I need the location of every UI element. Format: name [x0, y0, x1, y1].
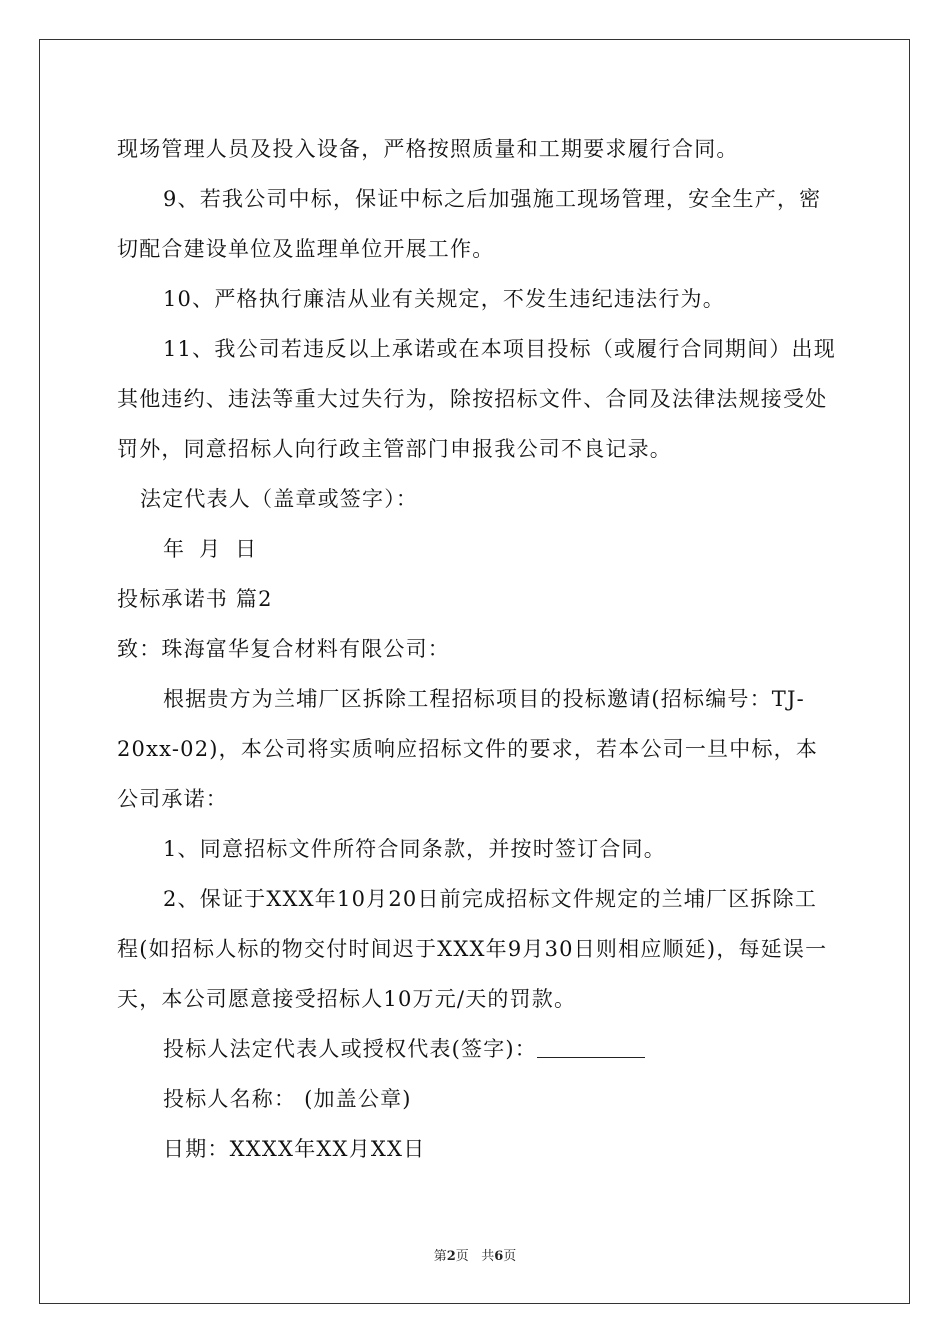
- date-line: 年 月 日: [163, 537, 258, 561]
- addressee: 致：珠海富华复合材料有限公司：: [117, 637, 450, 661]
- paragraph-item-10: 10、严格执行廉洁从业有关规定，不发生违纪违法行为。: [163, 287, 725, 311]
- paragraph-continued: 现场管理人员及投入设备，严格按照质量和工期要求履行合同。: [117, 137, 739, 161]
- representative-label: 投标人法定代表人或授权代表(签字)：: [163, 1037, 537, 1061]
- page-label-prefix: 第: [433, 1249, 447, 1264]
- promise-item-2: 2、保证于XXX年10月20日前完成招标文件规定的兰埔厂区拆除工程(如招标人标的物交付时间迟于XXX年9月30日则相应顺延)，每延误一天，本公司愿意接受招标人10万元/天的罚款。: [117, 887, 828, 1011]
- total-pages: 6: [494, 1249, 504, 1264]
- page-number: 2: [446, 1249, 456, 1264]
- signature-blank: [537, 1037, 645, 1058]
- bidder-name-line: 投标人名称： (加盖公章): [163, 1087, 412, 1111]
- total-label-suffix: 页: [503, 1249, 517, 1264]
- page-label-suffix: 页: [455, 1249, 469, 1264]
- bid-date-line: 日期：XXXX年XX月XX日: [163, 1137, 426, 1161]
- intro-paragraph: 根据贵方为兰埔厂区拆除工程招标项目的投标邀请(招标编号：TJ-20xx-02)，本公司将实质响应招标文件的要求，若本公司一旦中标，本公司承诺：: [117, 687, 819, 811]
- section-heading: 投标承诺书 篇2: [117, 587, 273, 611]
- paragraph-item-11: 11、我公司若违反以上承诺或在本项目投标（或履行合同期间）出现其他违约、违法等重大过失行为，除按招标文件、合同及法律法规接受处罚外，同意招标人向行政主管部门申报我公司不良记录。: [117, 337, 836, 461]
- promise-item-1: 1、同意招标文件所符合同条款，并按时签订合同。: [163, 837, 666, 861]
- paragraph-item-9: 9、若我公司中标，保证中标之后加强施工现场管理，安全生产，密切配合建设单位及监理单位开展工作。: [117, 187, 822, 261]
- page-footer: [0, 1245, 950, 1264]
- total-label-prefix: 共: [481, 1249, 495, 1264]
- signature-line: 法定代表人（盖章或签字）：: [140, 487, 419, 511]
- representative-signature: [117, 1024, 883, 1074]
